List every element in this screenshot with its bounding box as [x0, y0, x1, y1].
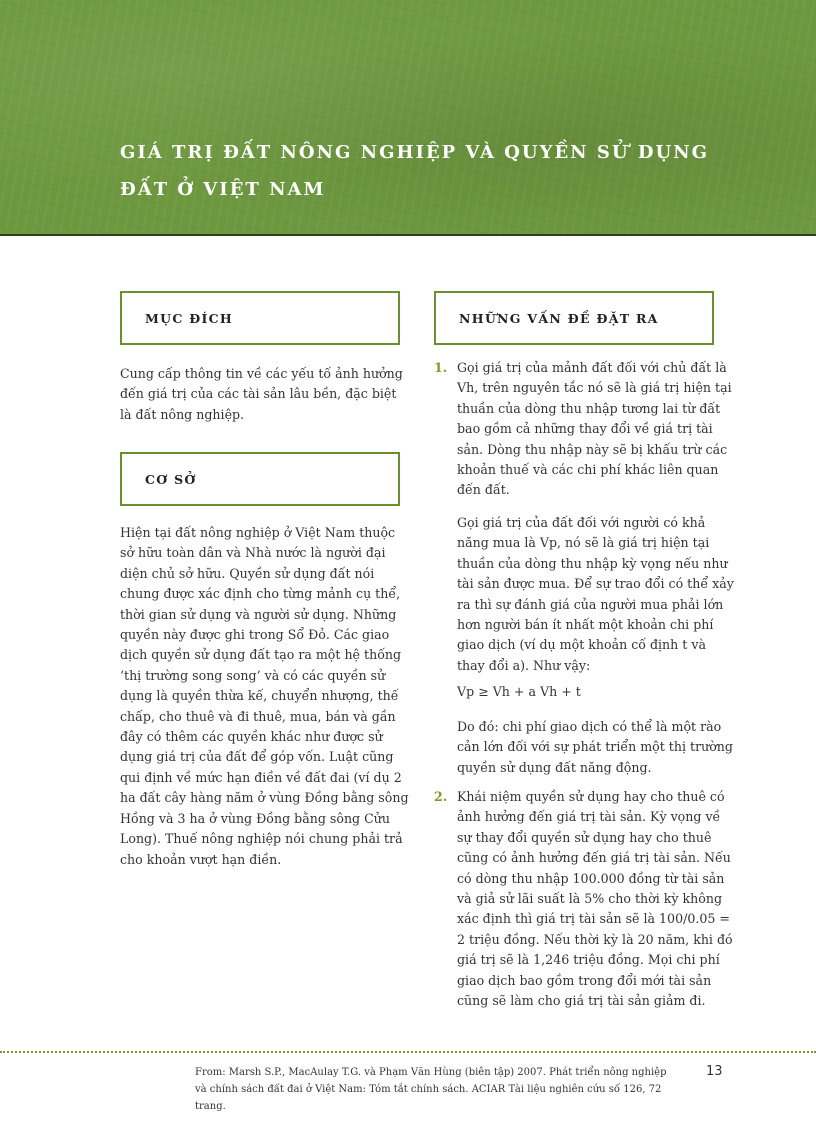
page-title: GIÁ TRỊ ĐẤT NÔNG NGHIỆP VÀ QUYỀN SỬ DỤNG ĐẤT Ở VIỆT NAM — [120, 142, 709, 200]
issue-1-formula: Vp ≥ Vh + a Vh + t — [457, 684, 581, 699]
basis-heading: CƠ SỞ — [145, 471, 197, 487]
page-number: 13 — [706, 1064, 723, 1079]
purpose-heading-box — [120, 291, 400, 345]
footer-divider — [0, 1051, 816, 1053]
basis-section — [120, 523, 410, 870]
header-banner — [0, 0, 816, 236]
issue-number-2: 2. — [434, 789, 448, 804]
issue-text-2: Khái niệm quyền sử dụng hay cho thuê có ảnh hưởng đến giá trị tài sản. Kỳ vọng về sự thay đổi quyền sử dụng hay cho thuê cũng có ảnh hưởng đến giá trị tài sản. Nếu có dòng thu nhập 100.000 đồng từ tài sản và giả sử lãi suất là 5% cho thời kỳ không xác định thì giá trị tài sản sẽ là 100/0.05 = 2 triệu đồng. Nếu thời kỳ là 20 năm, khi đó giá trị sẽ là 1,246 triệu đồng. Mọi chi phí giao dịch bao gồm trong đổi mới tài sản cũng sẽ làm cho giá trị tài sản giảm đi. — [457, 789, 733, 1009]
issue-text-1: Gọi giá trị của mảnh đất đối với chủ đất là Vh, trên nguyên tắc nó sẽ là giá trị hiện tại thuần của dòng thu nhập tương lai từ đất bao gồm cả những thay đổi về giá trị tài sản. Dòng thu nhập này sẽ bị khấu trừ các khoản thuế và các chi phí khác liên quan đến đất. — [457, 360, 732, 498]
issues-heading-box — [434, 291, 714, 345]
purpose-heading: MỤC ĐÍCH — [145, 310, 233, 326]
basis-heading-box — [120, 452, 400, 506]
issue-number-1: 1. — [434, 360, 448, 375]
issue-1-paragraph-3: Do đó: chi phí giao dịch có thể là một rào cản lớn đối với sự phát triển một thị trường quyền sử dụng đất năng động. — [457, 719, 733, 775]
issue-1-paragraph-2: Gọi giá trị của đất đối với người có khả năng mua là Vp, nó sẽ là giá trị hiện tại thuần của dòng thu nhập kỳ vọng nếu như tài sản được mua. Để sự trao đổi có thể xảy ra thì sự đánh giá của người mua phải lớn hơn người bán ít nhất một khoản chi phí giao dịch (ví dụ một khoản cố định t và thay đổi a). Như vậy: — [457, 515, 734, 673]
footer-citation: From: Marsh S.P., MacAulay T.G. và Phạm Văn Hùng (biên tập) 2007. Phát triển nông nghiệp và chính sách đất đai ở Việt Nam: Tóm tắt chính sách. ACIAR Tài liệu nghiên cứu số 126, 72 trang. — [195, 1067, 667, 1112]
basis-text: Hiện tại đất nông nghiệp ở Việt Nam thuộc sở hữu toàn dân và Nhà nước là người đại diện chủ sở hữu. Quyền sử dụng đất nói chung được xác định cho từng mảnh cụ thể, thời gian sử dụng và người sử dụng. Những quyền này được ghi trong Sổ Đỏ. Các giao dịch quyền sử dụng đất tạo ra một hệ thống ‘thị trường song song’ và có các quyền sử dụng là quyền thừa kế, chuyển nhượng, thế chấp, cho thuê và đi thuê, mua, bán và gần đây có thêm các quyền khác như được sử dụng giá trị của đất để góp vốn. Luật cũng qui định về mức hạn điền về đất đai (ví dụ 2 ha đất cây hàng năm ở vùng Đồng bằng sông Hồng và 3 ha ở vùng Đồng bằng sông Cửu Long). Thuế nông nghiệp nói chung phải trả cho khoản vượt hạn điền. — [120, 525, 409, 867]
issues-heading: NHỮNG VẤN ĐỀ ĐẶT RA — [459, 310, 659, 326]
purpose-text: Cung cấp thông tin về các yếu tố ảnh hưởng đến giá trị của các tài sản lâu bền, đặc biệt là đất nông nghiệp. — [120, 366, 403, 422]
purpose-section — [120, 364, 410, 425]
